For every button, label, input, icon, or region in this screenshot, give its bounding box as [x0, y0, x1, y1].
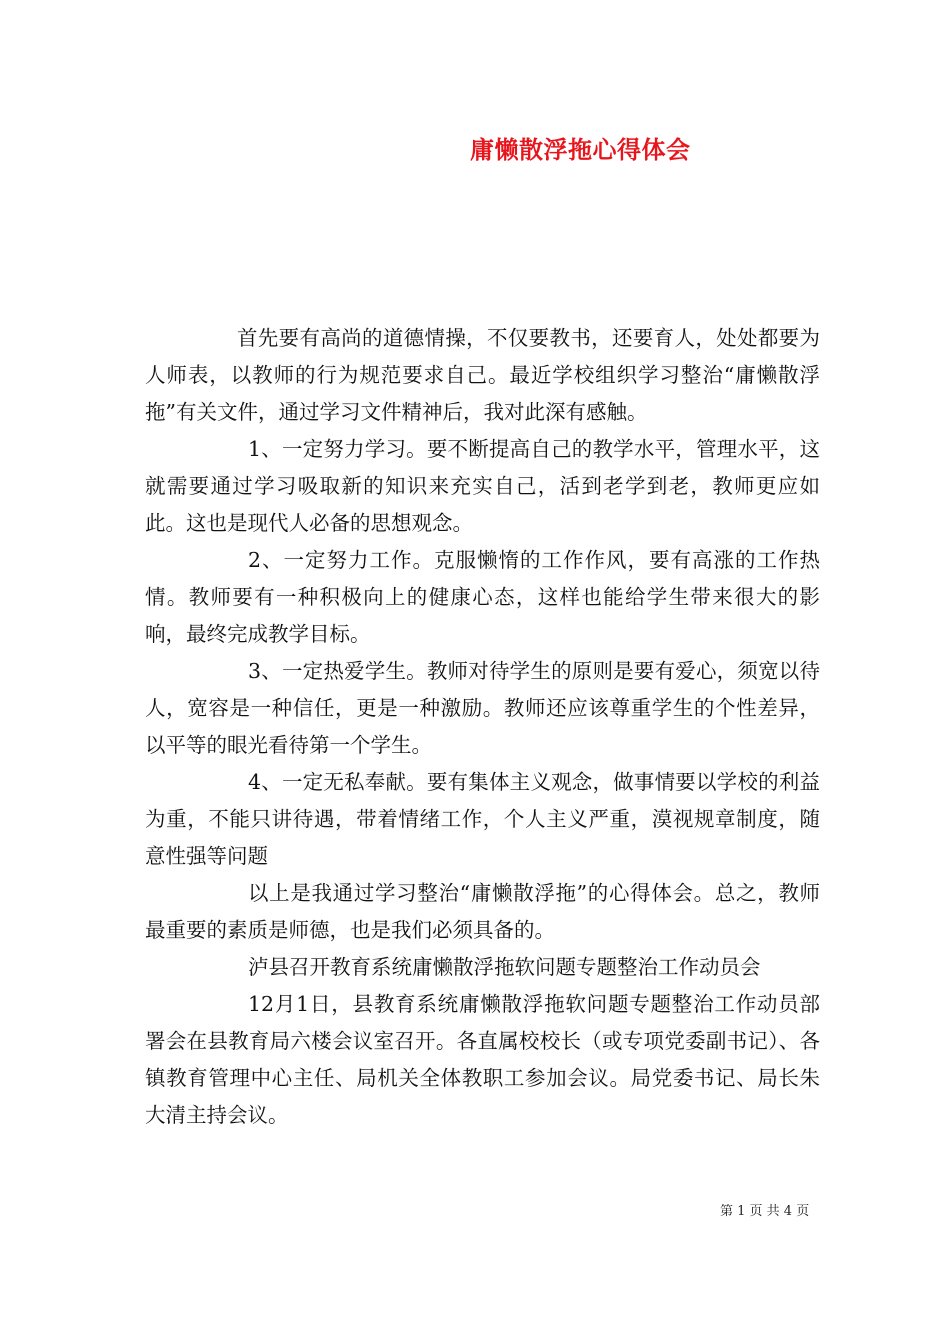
- document-title: 庸懒散浮拖心得体会: [470, 135, 691, 164]
- paragraph-item-1: 1、一定努力学习。要不断提高自己的教学水平，管理水平，这就需要通过学习吸取新的知识来充实自己，活到老学到老，教师更应如此。这也是现代人必备的思想观念。: [145, 437, 820, 535]
- document-body: [145, 320, 820, 1134]
- paragraph-item-2: 2、一定努力工作。克服懒惰的工作作风，要有高涨的工作热情。教师要有一种积极向上的健康心态，这样也能给学生带来很大的影响，最终完成教学目标。: [145, 548, 820, 646]
- paragraph-intro: 首先要有高尚的道德情操，不仅要教书，还要育人，处处都要为人师表，以教师的行为规范要求自己。最近学校组织学习整治“庸懒散浮拖”有关文件，通过学习文件精神后，我对此深有感触。: [145, 326, 820, 424]
- page-number: 第 1 页 共 4 页: [720, 1204, 810, 1219]
- paragraph-news-heading: 泸县召开教育系统庸懒散浮拖软问题专题整治工作动员会: [248, 955, 761, 979]
- paragraph-summary: 以上是我通过学习整治“庸懒散浮拖”的心得体会。总之，教师最重要的素质是师德，也是我们必须具备的。: [145, 881, 820, 942]
- paragraph-news-body: 12月1日，县教育系统庸懒散浮拖软问题专题整治工作动员部署会在县教育局六楼会议室召开。各直属校校长（或专项党委副书记）、各镇教育管理中心主任、局机关全体教职工参加会议。局党委书记、局长朱大清主持会议。: [145, 992, 820, 1127]
- paragraph-item-3: 3、一定热爱学生。教师对待学生的原则是要有爱心，须宽以待人，宽容是一种信任，更是一种激励。教师还应该尊重学生的个性差异，以平等的眼光看待第一个学生。: [145, 659, 820, 757]
- paragraph-item-4: 4、一定无私奉献。要有集体主义观念，做事情要以学校的利益为重，不能只讲待遇，带着情绪工作，个人主义严重，漠视规章制度，随意性强等问题: [145, 770, 820, 868]
